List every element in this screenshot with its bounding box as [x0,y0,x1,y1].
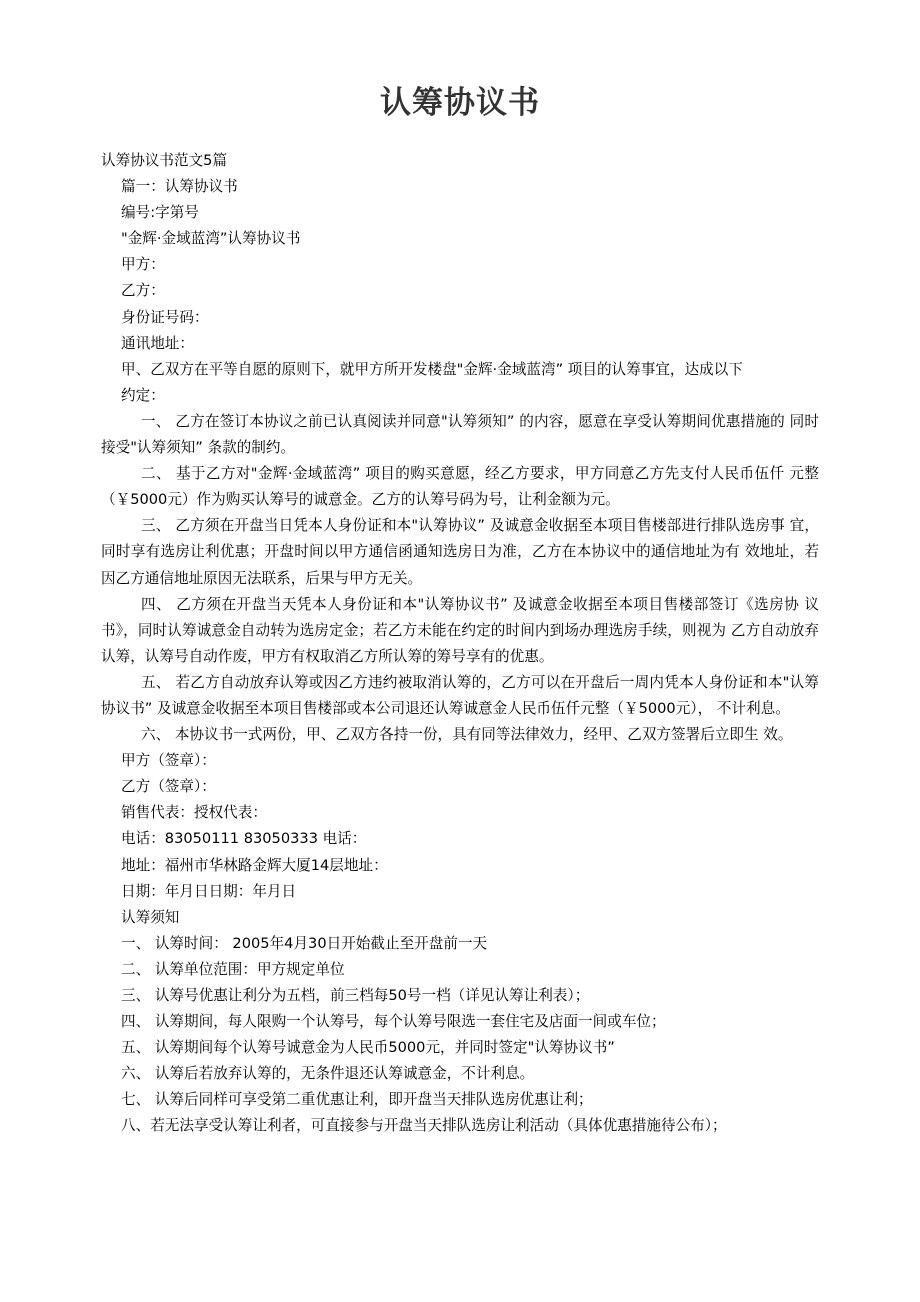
notice-title: 认筹须知 [121,908,180,926]
clause-item: 一、 乙方在签订本协议之前已认真阅读并同意"认筹须知” 的内容，愿意在享受认筹期间优惠措施的 同时接受"认筹须知” 条款的制约。 [101,412,819,457]
notice-item: 七、 认筹后同样可享受第二重优惠让利，即开盘当天排队选房优惠让利； [121,1091,593,1109]
notice-item: 六、 认筹后若放弃认筹的，无条件退还认筹诚意金，不计利息。 [121,1065,535,1083]
document-body [0,123,920,1140]
party-b-label: 乙方： [121,282,165,300]
notice-item: 一、 认筹时间： 2005年4月30日开始截止至开盘前一天 [121,934,488,952]
heading-line: 认筹协议书范文5篇 [101,152,228,169]
clause-item: 五、 若乙方自动放弃认筹或因乙方违约被取消认筹的，乙方可以在开盘后一周内凭本人身份证和本"认筹协议书” 及诚意金收据至本项目售楼部或本公司退还认筹诚意金人民币伍仟元整（￥5000元）， 不计利息。 [101,673,819,717]
notice-item: 五、 认筹期间每个认筹号诚意金为人民币5000元，并同时签定"认筹协议书” [121,1039,615,1057]
signature-line: 销售代表：授权代表： [121,804,267,822]
project-title: "金辉·金域蓝湾”认筹协议书 [121,230,301,248]
id-number-label: 身份证号码： [121,308,209,326]
clause-item: 二、 基于乙方对"金辉·金域蓝湾” 项目的购买意愿，经乙方要求，甲方同意乙方先支付人民币伍仟 元整（￥5000元）作为购买认筹号的诚意金。乙方的认筹号码为号，让利金额为元。 [101,465,819,509]
clause-item: 三、 乙方须在开盘当日凭本人身份证和本"认筹协议” 及诚意金收据至本项目售楼部进行排队选房事 宜，同时享有选房让利优惠；开盘时间以甲方通信函通知选房日为准，乙方在本协议中的通信地址为有 效地址，若因乙方通信地址原因无法联系，后果与甲方无关。 [101,517,819,587]
signature-line: 电话：83050111 83050333 电话： [121,830,367,848]
notice-item: 八、若无法享受认筹让利者，可直接参与开盘当天排队选房让利活动（具体优惠措施待公布）； [121,1117,727,1135]
signature-line: 地址：福州市华林路金辉大厦14层地址： [121,856,388,874]
notice-item: 三、 认筹号优惠让利分为五档，前三档每50号一档（详见认筹让利表）； [121,987,590,1004]
party-a-label: 甲方： [121,256,165,274]
mailing-address-label: 通讯地址： [121,334,194,352]
notice-item: 二、 认筹单位范围：甲方规定单位 [121,960,345,978]
preamble-line-2: 约定： [121,386,165,404]
notice-item: 四、 认筹期间，每人限购一个认筹号，每个认筹号限选一套住宅及店面一间或车位； [121,1013,666,1031]
clause-item: 六、 本协议书一式两份，甲、乙双方各持一份，具有同等法律效力，经甲、乙双方签署后立即生 效。 [141,726,793,744]
page-title: 认筹协议书 [380,85,540,121]
signature-line: 甲方（签章）： [121,752,216,770]
part-label: 篇一：认筹协议书 [121,178,238,196]
signature-line: 乙方（签章）： [121,778,216,796]
preamble-line-1: 甲、乙双方在平等自愿的原则下，就甲方所开发楼盘"金辉·金域蓝湾” 项目的认筹事宜，达成以下 [121,360,743,378]
signature-line: 日期：年月日日期：年月日 [121,882,297,900]
clause-item: 四、 乙方须在开盘当天凭本人身份证和本"认筹协议书” 及诚意金收据至本项目售楼部签订《选房协 议书》，同时认筹诚意金自动转为选房定金；若乙方未能在约定的时间内到场办理选房手续，则视为 乙方自动放弃认筹，认筹号自动作废，甲方有权取消乙方所认筹的筹号享有的优惠。 [101,595,819,665]
serial-label: 编号:字第号 [121,204,199,222]
